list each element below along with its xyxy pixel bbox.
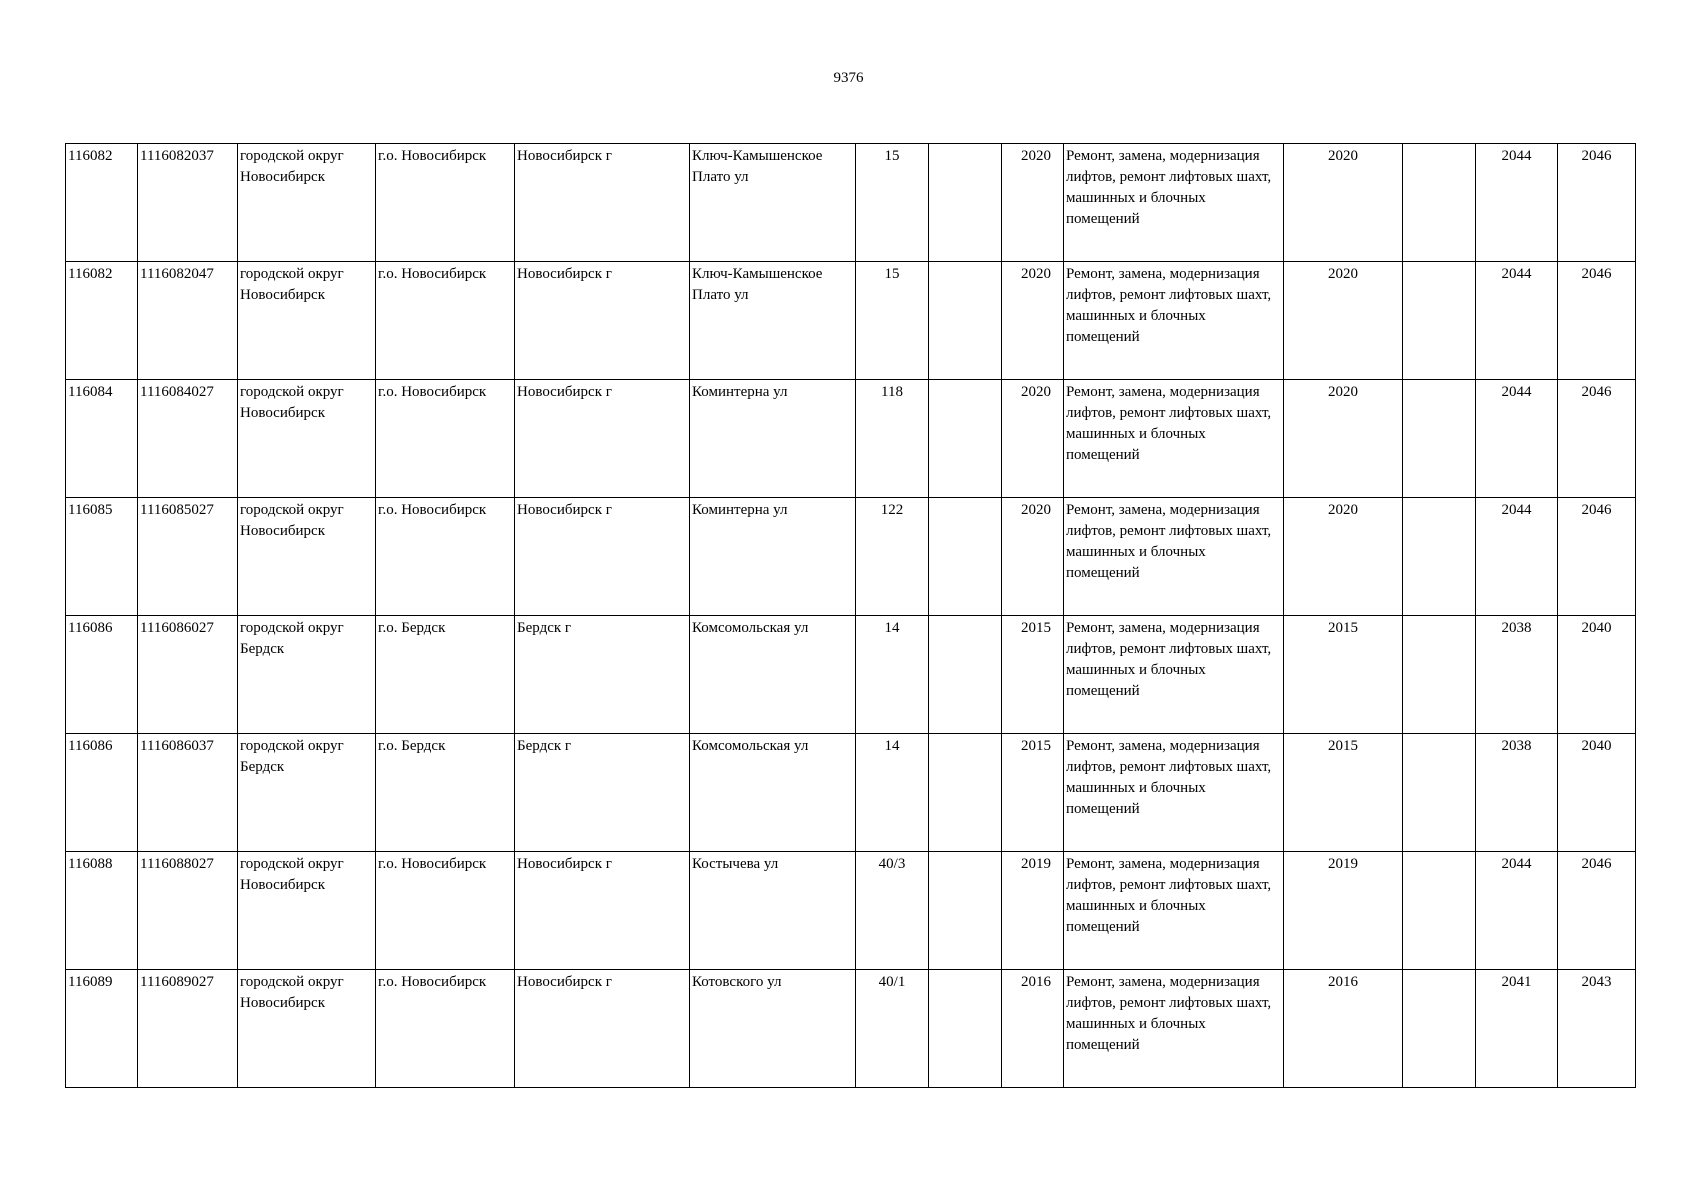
cell-code: 1116086037 [138, 734, 238, 852]
cell-period-start: 2041 [1476, 970, 1558, 1088]
cell-year: 2020 [1002, 380, 1064, 498]
cell-extra [1403, 144, 1476, 262]
cell-extra [1403, 498, 1476, 616]
cell-period-end: 2040 [1558, 616, 1636, 734]
table-row [66, 498, 1636, 616]
cell-period-end: 2046 [1558, 262, 1636, 380]
cell-district: городской округ Новосибирск [238, 970, 376, 1088]
cell-period-start: 2044 [1476, 852, 1558, 970]
cell-work-type: Ремонт, замена, модернизация лифтов, ремонт лифтовых шахт, машинных и блочных помещений [1064, 262, 1284, 380]
cell-street: Ключ-Камышенское Плато ул [690, 262, 856, 380]
cell-work-type: Ремонт, замена, модернизация лифтов, ремонт лифтовых шахт, машинных и блочных помещений [1064, 970, 1284, 1088]
table-row [66, 144, 1636, 262]
cell-period-end: 2046 [1558, 380, 1636, 498]
cell-locality: Новосибирск г [515, 498, 690, 616]
cell-municipality: г.о. Новосибирск [376, 144, 515, 262]
cell-locality: Новосибирск г [515, 970, 690, 1088]
cell-building [929, 616, 1002, 734]
cell-district: городской округ Новосибирск [238, 144, 376, 262]
cell-year: 2016 [1002, 970, 1064, 1088]
cell-id: 116082 [66, 262, 138, 380]
cell-extra [1403, 970, 1476, 1088]
cell-locality: Бердск г [515, 616, 690, 734]
table-row [66, 970, 1636, 1088]
cell-work-type: Ремонт, замена, модернизация лифтов, ремонт лифтовых шахт, машинных и блочных помещений [1064, 498, 1284, 616]
cell-building [929, 498, 1002, 616]
cell-building [929, 144, 1002, 262]
cell-street: Ключ-Камышенское Плато ул [690, 144, 856, 262]
cell-municipality: г.о. Новосибирск [376, 970, 515, 1088]
cell-house: 40/1 [856, 970, 929, 1088]
table-row [66, 262, 1636, 380]
cell-district: городской округ Бердск [238, 734, 376, 852]
cell-district: городской округ Бердск [238, 616, 376, 734]
cell-locality: Новосибирск г [515, 144, 690, 262]
cell-id: 116084 [66, 380, 138, 498]
cell-id: 116086 [66, 734, 138, 852]
cell-work-year: 2019 [1284, 852, 1403, 970]
cell-work-type: Ремонт, замена, модернизация лифтов, ремонт лифтовых шахт, машинных и блочных помещений [1064, 144, 1284, 262]
cell-street: Комсомольская ул [690, 616, 856, 734]
cell-work-year: 2016 [1284, 970, 1403, 1088]
cell-code: 1116082047 [138, 262, 238, 380]
cell-house: 122 [856, 498, 929, 616]
cell-period-start: 2038 [1476, 734, 1558, 852]
cell-building [929, 380, 1002, 498]
cell-year: 2020 [1002, 498, 1064, 616]
cell-municipality: г.о. Новосибирск [376, 852, 515, 970]
cell-work-year: 2020 [1284, 380, 1403, 498]
cell-district: городской округ Новосибирск [238, 262, 376, 380]
cell-code: 1116086027 [138, 616, 238, 734]
cell-id: 116086 [66, 616, 138, 734]
cell-building [929, 734, 1002, 852]
cell-id: 116085 [66, 498, 138, 616]
cell-locality: Новосибирск г [515, 262, 690, 380]
cell-period-start: 2044 [1476, 144, 1558, 262]
table-row [66, 852, 1636, 970]
cell-year: 2019 [1002, 852, 1064, 970]
cell-period-end: 2040 [1558, 734, 1636, 852]
cell-extra [1403, 380, 1476, 498]
cell-period-start: 2044 [1476, 498, 1558, 616]
cell-district: городской округ Новосибирск [238, 380, 376, 498]
cell-work-year: 2020 [1284, 498, 1403, 616]
cell-house: 15 [856, 144, 929, 262]
cell-district: городской округ Новосибирск [238, 498, 376, 616]
cell-house: 15 [856, 262, 929, 380]
cell-year: 2015 [1002, 616, 1064, 734]
cell-year: 2020 [1002, 262, 1064, 380]
cell-extra [1403, 262, 1476, 380]
cell-period-end: 2046 [1558, 144, 1636, 262]
cell-municipality: г.о. Новосибирск [376, 262, 515, 380]
cell-municipality: г.о. Новосибирск [376, 380, 515, 498]
cell-work-year: 2015 [1284, 734, 1403, 852]
cell-house: 14 [856, 734, 929, 852]
registry-table [65, 143, 1636, 1088]
cell-period-end: 2046 [1558, 852, 1636, 970]
cell-building [929, 262, 1002, 380]
cell-municipality: г.о. Новосибирск [376, 498, 515, 616]
page-number: 9376 [833, 70, 864, 86]
cell-house: 14 [856, 616, 929, 734]
registry-rows [66, 144, 1636, 1088]
cell-municipality: г.о. Бердск [376, 734, 515, 852]
cell-code: 1116088027 [138, 852, 238, 970]
cell-code: 1116085027 [138, 498, 238, 616]
cell-municipality: г.о. Бердск [376, 616, 515, 734]
cell-id: 116089 [66, 970, 138, 1088]
cell-period-end: 2046 [1558, 498, 1636, 616]
cell-code: 1116082037 [138, 144, 238, 262]
cell-period-start: 2044 [1476, 380, 1558, 498]
table-row [66, 616, 1636, 734]
cell-work-year: 2020 [1284, 144, 1403, 262]
cell-period-start: 2038 [1476, 616, 1558, 734]
cell-work-year: 2020 [1284, 262, 1403, 380]
cell-street: Костычева ул [690, 852, 856, 970]
cell-house: 40/3 [856, 852, 929, 970]
cell-code: 1116084027 [138, 380, 238, 498]
cell-period-end: 2043 [1558, 970, 1636, 1088]
cell-district: городской округ Новосибирск [238, 852, 376, 970]
cell-street: Коминтерна ул [690, 380, 856, 498]
cell-work-type: Ремонт, замена, модернизация лифтов, ремонт лифтовых шахт, машинных и блочных помещений [1064, 380, 1284, 498]
cell-locality: Бердск г [515, 734, 690, 852]
cell-period-start: 2044 [1476, 262, 1558, 380]
cell-year: 2015 [1002, 734, 1064, 852]
cell-street: Коминтерна ул [690, 498, 856, 616]
cell-locality: Новосибирск г [515, 380, 690, 498]
cell-id: 116088 [66, 852, 138, 970]
cell-extra [1403, 616, 1476, 734]
cell-street: Комсомольская ул [690, 734, 856, 852]
cell-work-type: Ремонт, замена, модернизация лифтов, ремонт лифтовых шахт, машинных и блочных помещений [1064, 852, 1284, 970]
table-row [66, 380, 1636, 498]
cell-building [929, 970, 1002, 1088]
cell-id: 116082 [66, 144, 138, 262]
cell-year: 2020 [1002, 144, 1064, 262]
cell-work-year: 2015 [1284, 616, 1403, 734]
table-row [66, 734, 1636, 852]
cell-locality: Новосибирск г [515, 852, 690, 970]
cell-building [929, 852, 1002, 970]
cell-street: Котовского ул [690, 970, 856, 1088]
cell-work-type: Ремонт, замена, модернизация лифтов, ремонт лифтовых шахт, машинных и блочных помещений [1064, 616, 1284, 734]
cell-work-type: Ремонт, замена, модернизация лифтов, ремонт лифтовых шахт, машинных и блочных помещений [1064, 734, 1284, 852]
cell-house: 118 [856, 380, 929, 498]
cell-code: 1116089027 [138, 970, 238, 1088]
cell-extra [1403, 734, 1476, 852]
cell-extra [1403, 852, 1476, 970]
